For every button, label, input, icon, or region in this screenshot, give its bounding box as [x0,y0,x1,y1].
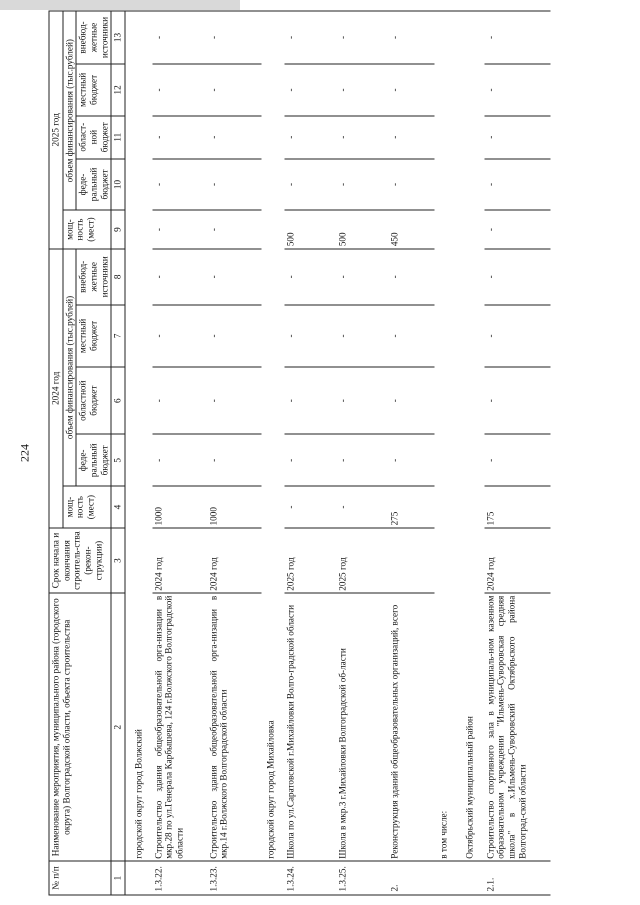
row-term: 2024 год [152,527,207,592]
header-row-1 [49,11,63,895]
row-federal-2025: - [484,158,550,210]
header-year-2024: 2024 год [49,248,63,527]
section-label: городской округ город Волжский [125,11,152,861]
row-extra-2025: - [284,11,336,64]
row-name: Строительство здания общеобразовательной орга-низации в мкр.28 по ул.Генерала Карбышева, 124 г.Волжского Волгоградской области [152,593,207,861]
row-capacity-2025: - [207,210,261,248]
row-number: 1.3.24. [284,861,336,895]
header-extra-2024: внебюд-жетные источники [76,248,111,304]
col-number: 5 [111,434,125,486]
header-term: Срок начала и окончания строитель-ства (рекон-струкции) [49,527,111,592]
row-federal-2025: - [207,158,261,210]
row-local-2024: - [284,304,336,366]
row-local-2024: - [152,304,207,366]
row-extra-2025: - [336,11,388,64]
row-local-2024: - [336,304,388,366]
row-number: 1.3.25. [336,861,388,895]
table-row [388,11,434,895]
column-number-row [111,11,125,895]
row-regional-2024: - [284,366,336,434]
header-federal-2025: феде-ральный бюджет [76,158,111,210]
table-row [284,11,336,895]
row-local-2025: - [484,64,550,116]
page-number: 224 [17,443,31,462]
row-federal-2025: - [336,158,388,210]
header-regional-2025: област-ной бюджет [76,115,111,158]
row-regional-2024: - [484,366,550,434]
row-name: Строительство спортивного зала в муниципаль-ном казенном образовательном учреждении "Ильмень-Суворовская средняя школа" в х.Ильмень-Суворовский Октябрьского района Волгоград-ской области [484,593,550,861]
section-row-volzhsky [125,11,152,895]
row-capacity-2024: 175 [484,486,550,528]
header-regional-2024: областной бюджет [76,366,111,434]
row-regional-2024: - [388,366,434,434]
col-number: 6 [111,366,125,434]
row-capacity-2025: 500 [336,210,388,248]
row-regional-2024: - [207,366,261,434]
row-name: Школа в мкр.3 г.Михайловки Волгоградской об-ласти [336,593,388,861]
row-capacity-2025: - [152,210,207,248]
row-extra-2025: - [207,11,261,64]
header-funding-2025: объем финансирования (тыс.рублей) [62,11,76,210]
row-extra-2025: - [484,11,550,64]
header-local-2025: местный бюджет [76,64,111,116]
row-federal-2024: - [484,434,550,486]
header-name: Наименование мероприятия, муниципального района (городского округа) Волгоградской области, объекта строительства [49,593,111,861]
row-number: 1.3.22. [152,861,207,895]
section-label: в том числе: [434,11,460,861]
table-row [152,11,207,895]
top-scan-bar [0,0,240,10]
table-row [207,11,261,895]
col-number: 3 [111,527,125,592]
row-local-2025: - [284,64,336,116]
row-capacity-2024: - [336,486,388,528]
row-regional-2025: - [207,115,261,158]
row-local-2025: - [336,64,388,116]
row-number: 1.3.23. [207,861,261,895]
row-local-2025: - [207,64,261,116]
row-regional-2025: - [388,115,434,158]
row-federal-2024: - [336,434,388,486]
col-number: 1 [111,861,125,895]
row-name: Реконструкция зданий общеобразовательных организаций, всего [388,593,434,861]
row-capacity-2024: 275 [388,486,434,528]
row-extra-2024: - [388,248,434,304]
col-number: 8 [111,248,125,304]
header-capacity-2025: мощ-ность (мест) [62,210,111,248]
row-extra-2025: - [388,11,434,64]
header-year-2025: 2025 год [49,11,63,249]
row-regional-2025: - [152,115,207,158]
header-local-2024: местный бюджет [76,304,111,366]
row-capacity-2024: - [284,486,336,528]
row-local-2025: - [152,64,207,116]
row-local-2024: - [388,304,434,366]
row-extra-2025: - [152,11,207,64]
row-extra-2024: - [207,248,261,304]
row-term: 2024 год [207,527,261,592]
row-name: Строительство здания общеобразовательной орга-низации в мкр.14 г.Волжского Волгоградской области [207,593,261,861]
row-federal-2025: - [388,158,434,210]
row-capacity-2024: 1000 [207,486,261,528]
row-name: Школа по ул.Саратовской г.Михайловки Волго-градской области [284,593,336,861]
col-number: 12 [111,64,125,116]
row-capacity-2025: 450 [388,210,434,248]
row-term [388,527,434,592]
row-regional-2025: - [284,115,336,158]
row-federal-2024: - [152,434,207,486]
row-local-2024: - [484,304,550,366]
table-row [484,11,550,895]
row-extra-2024: - [284,248,336,304]
col-number: 2 [111,593,125,861]
row-capacity-2025: 500 [284,210,336,248]
header-funding-2024: объем финансирования (тыс.рублей) [62,248,76,486]
row-federal-2025: - [152,158,207,210]
header-federal-2024: феде-ральный бюджет [76,434,111,486]
row-term: 2025 год [336,527,388,592]
construction-table [48,10,550,895]
row-regional-2024: - [152,366,207,434]
table-row [336,11,388,895]
row-federal-2025: - [284,158,336,210]
row-federal-2024: - [284,434,336,486]
row-capacity-2024: 1000 [152,486,207,528]
row-regional-2025: - [484,115,550,158]
row-term: 2025 год [284,527,336,592]
col-number: 7 [111,304,125,366]
row-extra-2024: - [336,248,388,304]
section-row-in-that [434,11,460,895]
row-extra-2024: - [484,248,550,304]
header-capacity-2024: мощ-ность (мест) [62,486,111,528]
row-extra-2024: - [152,248,207,304]
section-label: городской округ город Михайловка [261,11,284,861]
row-term: 2024 год [484,527,550,592]
row-capacity-2025: - [484,210,550,248]
col-number: 4 [111,486,125,528]
col-number: 13 [111,11,125,64]
row-local-2024: - [207,304,261,366]
header-no: № п/п [49,861,111,895]
row-number: 2. [388,861,434,895]
col-number: 11 [111,115,125,158]
header-extra-2025: внебюд-жетные источники [76,11,111,64]
row-federal-2024: - [207,434,261,486]
section-row-oktyabrsky [460,11,484,895]
section-label: Октябрьский муниципальный район [460,11,484,861]
row-regional-2025: - [336,115,388,158]
rotated-document-page [15,10,625,895]
col-number: 10 [111,158,125,210]
row-local-2025: - [388,64,434,116]
row-regional-2024: - [336,366,388,434]
row-number: 2.1. [484,861,550,895]
section-row-mikhaylovka [261,11,284,895]
row-federal-2024: - [388,434,434,486]
col-number: 9 [111,210,125,248]
